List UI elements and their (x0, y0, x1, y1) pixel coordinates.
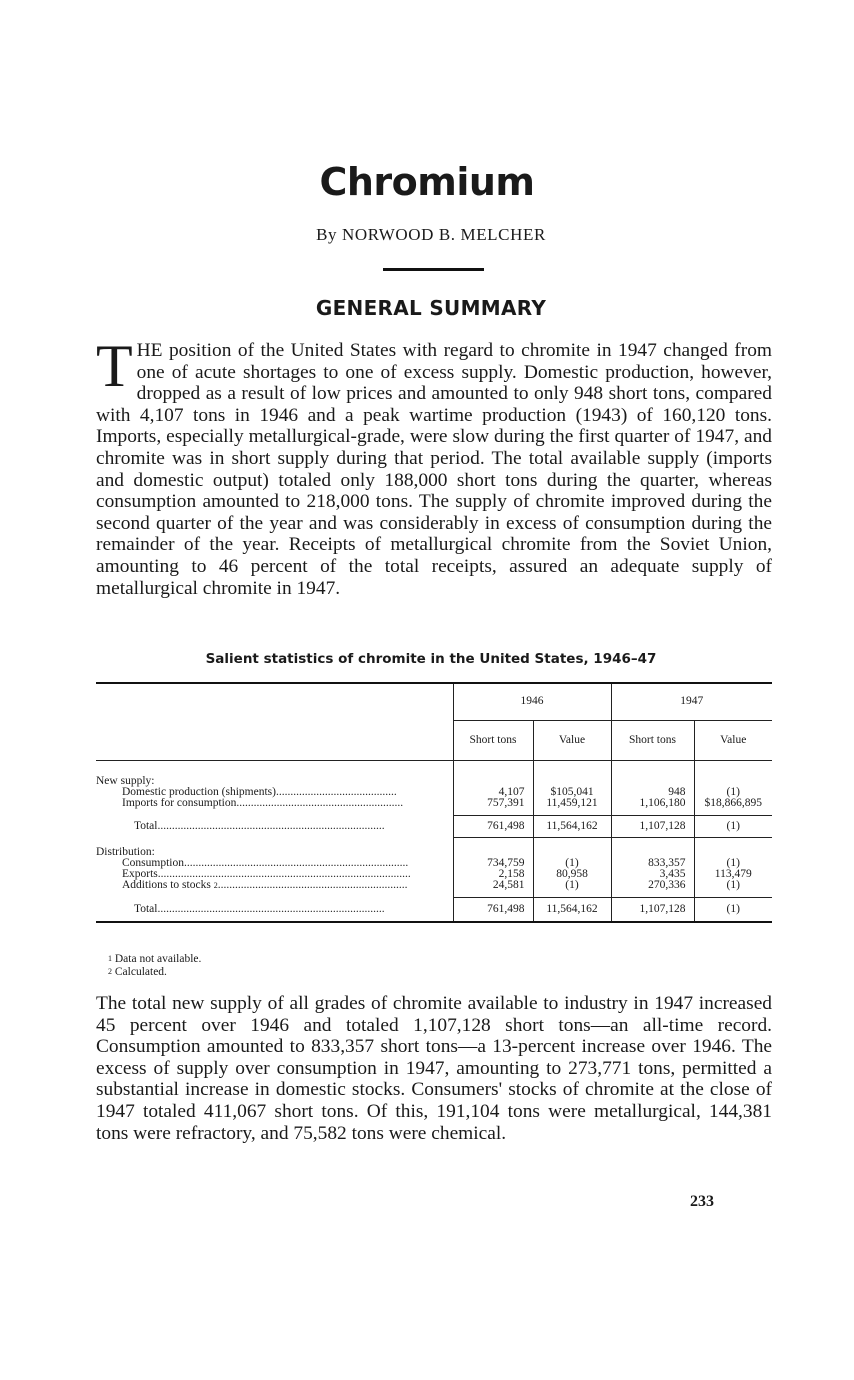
new-supply-label: New supply: (96, 775, 155, 787)
supply-paragraph: The total new supply of all grades of chromite available to industry in 1947 increased 45 percent over 1946 and totaled 1,107,128 short tons—an all-time record. Consumption amounted to 833,357 short tons—a 13-percent increase over 1946. The excess of supply over consumption in 1947, amounting to 273,771 tons, permitted a substantial increase in domestic stocks. Consumers' stocks of chromite at the close of 1947 totaled 411,067 short tons. Of this, 191,104 tons were metallurgical, 144,381 tons were refractory, and 75,582 tons were chemical. (96, 993, 772, 1144)
drop-cap: T (96, 333, 133, 399)
table-cell: 734,759 (453, 858, 533, 869)
table-cell: 2,158 (453, 869, 533, 880)
page-number: 233 (690, 1193, 714, 1210)
col-short-tons-1946: Short tons (453, 720, 533, 761)
table-cell: (1) (694, 880, 772, 891)
footnote-marker: 2 (213, 881, 218, 890)
table-cell: 270,336 (611, 880, 694, 891)
table-row: Exports........................................................................................ 2,158 80,958 3,435 113,479 (96, 869, 772, 880)
table-cell: 11,564,162 (533, 897, 611, 922)
row-label: Imports for consumption (122, 798, 237, 809)
table-cell: 113,479 (694, 869, 772, 880)
footnote-2: $^2$ Calculated. (108, 965, 167, 978)
section-heading: GENERAL SUMMARY (315, 296, 547, 320)
table-row: Consumption.............................................................................. 734,759 (1) 833,357 (1) (96, 858, 772, 869)
table-cell: 24,581 (453, 880, 533, 891)
table-cell: (1) (533, 880, 611, 891)
table-cell: 761,498 (453, 815, 533, 837)
table-row: Total............................................................................... 761,498 11,564,162 1,107,128 (1) (96, 897, 772, 922)
table-cell: 4,107 (453, 787, 533, 798)
column-header-row (96, 720, 772, 761)
year-header-row (96, 683, 772, 720)
col-value-1946: Value (533, 720, 611, 761)
row-label: Consumption (122, 858, 184, 869)
table-cell: (1) (694, 787, 772, 798)
table-cell: (1) (694, 858, 772, 869)
row-label: Total (134, 819, 158, 832)
table-cell: 11,564,162 (533, 815, 611, 837)
table-cell: 833,357 (611, 858, 694, 869)
table-row: Total............................................................................... 761,498 11,564,162 1,107,128 (1) (96, 815, 772, 837)
table-cell: 1,107,128 (611, 897, 694, 922)
table-cell: 80,958 (533, 869, 611, 880)
table-cell: $105,041 (533, 787, 611, 798)
col-value-1947: Value (694, 720, 772, 761)
table-cell: 757,391 (453, 798, 533, 809)
distribution-label: Distribution: (96, 846, 155, 858)
table-cell: (1) (694, 815, 772, 837)
year-1946-header: 1946 (453, 683, 611, 720)
table-cell: (1) (694, 897, 772, 922)
table-row: Additions to stocks $^2$.................................................................. 24,581 (1) 270,336 (1) (96, 880, 772, 891)
col-short-tons-1947: Short tons (611, 720, 694, 761)
row-label: Additions to stocks (122, 880, 211, 891)
intro-text: HE position of the United States with regard to chromite in 1947 changed from one of acute shortages to one of excess supply. Domestic production, however, dropped as a result of low prices and amounted to only 948 short tons, compared with 4,107 tons in 1946 and a peak wartime production (1943) of 160,120 tons. Imports, especially metallurgical-grade, were slow during the first quarter of 1947, and chromite was in short supply during that period. The total available supply (imports and domestic output) totaled only 188,000 short tons during the quarter, whereas consumption amounted to 218,000 tons. The supply of chromite improved during the second quarter of the year and was considerably in excess of consumption during the remainder of the year. Receipts of metallurgical chromite from the Soviet Union, amounting to 46 percent of the total receipts, assured an adequate supply of metallurgical chromite in 1947. (96, 340, 772, 599)
row-label: Total (134, 902, 158, 915)
table-cell: 1,107,128 (611, 815, 694, 837)
table-row: Imports for consumption.......................................................... 757,391 11,459,121 1,106,180 $18,866,895 (96, 798, 772, 809)
table-row: Domestic production (shipments).......................................... 4,107 $105,041 948 (1) (96, 787, 772, 798)
year-1947-header: 1947 (611, 683, 772, 720)
salient-statistics-table (96, 682, 772, 923)
table-title: Salient statistics of chromite in the United States, 1946–47 (205, 651, 657, 667)
footnote-1: $^1$ Data not available. (108, 953, 202, 965)
title-divider (383, 268, 484, 271)
table-cell: 761,498 (453, 897, 533, 922)
spacer-row (96, 761, 772, 777)
row-label: Exports (122, 869, 158, 880)
table-cell: (1) (533, 858, 611, 869)
row-label: Domestic production (shipments) (122, 787, 276, 798)
table-cell: $18,866,895 (694, 798, 772, 809)
spacer-row (96, 837, 772, 847)
author-byline: By NORWOOD B. MELCHER (316, 225, 546, 244)
table-cell: 948 (611, 787, 694, 798)
intro-paragraph (96, 333, 772, 599)
page-title: Chromium (319, 160, 535, 204)
table-cell: 11,459,121 (533, 798, 611, 809)
table-cell: 1,106,180 (611, 798, 694, 809)
table-cell: 3,435 (611, 869, 694, 880)
table-footnotes (108, 953, 201, 978)
